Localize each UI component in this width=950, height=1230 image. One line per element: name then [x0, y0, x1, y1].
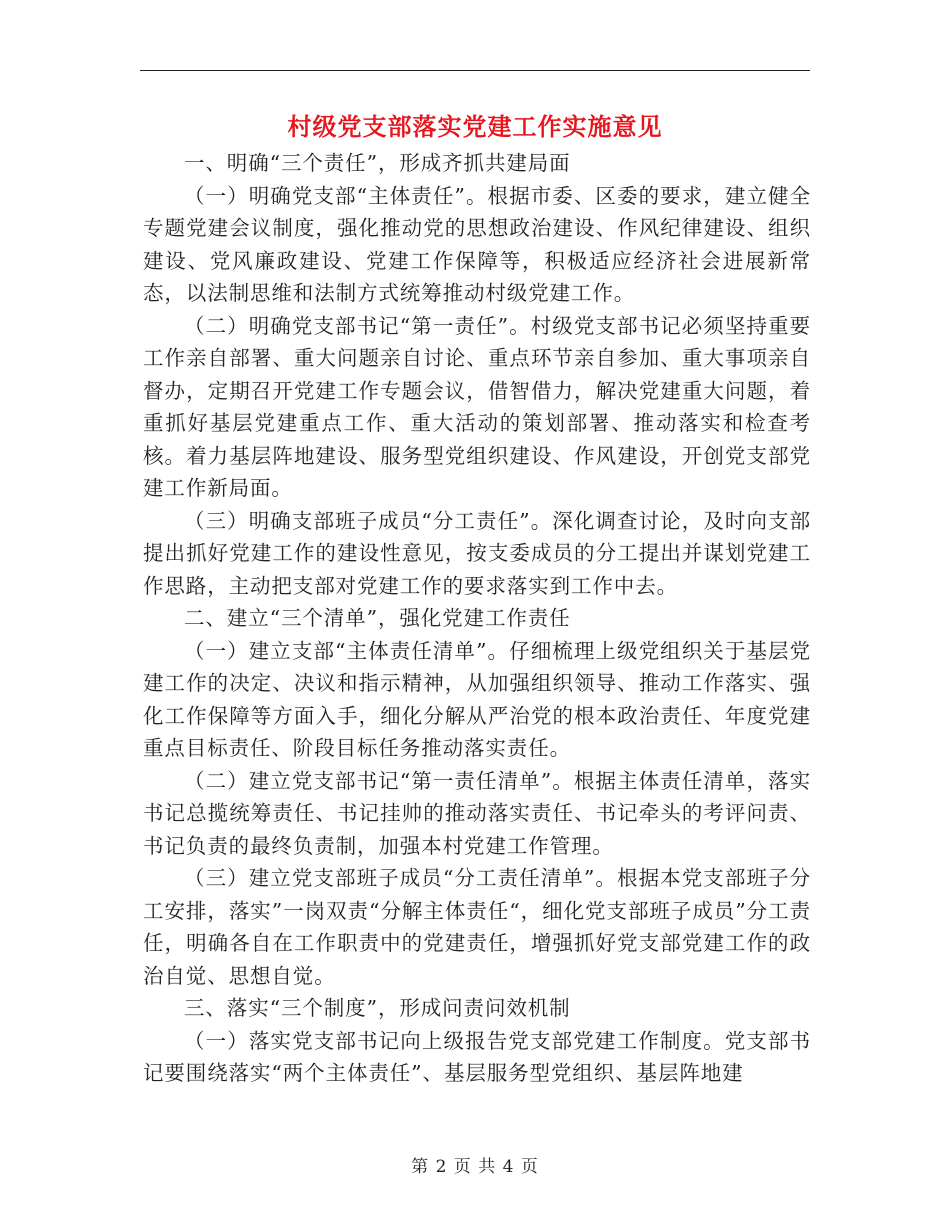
body-paragraph: （一）明确党支部“主体责任”。根据市委、区委的要求，建立健全专题党建会议制度，强化推动党的思想政治建设、作风纪律建设、组织建设、党风廉政建设、党建工作保障等，积极适应经济社会进展新常态，以法制思维和法制方式统筹推动村级党建工作。: [143, 183, 811, 305]
body-paragraph: （一）建立支部“主体责任清单”。仔细梳理上级党组织关于基层党建工作的决定、决议和指示精神，从加强组织领导、推动工作落实、强化工作保障等方面入手，细化分解从严治党的根本政治责任、年度党建重点目标责任、阶段目标任务推动落实责任。: [143, 638, 811, 760]
body-paragraph: （三）建立党支部班子成员“分工责任清单”。根据本党支部班子分工安排，落实”一岗双责“分解主体责任“，细化党支部班子成员”分工责任，明确各自在工作职责中的党建责任，增强抓好党支部党建工作的政治自觉、思想自觉。: [143, 866, 811, 988]
section-heading: 三、落实“三个制度”，形成问责问效机制: [184, 996, 571, 1020]
document-body: [143, 147, 811, 1090]
document-title: 村级党支部落实党建工作实施意见: [287, 112, 663, 141]
body-paragraph: （二）建立党支部书记“第一责任清单”。根据主体责任清单，落实书记总揽统筹责任、书记挂帅的推动落实责任、书记牵头的考评问责、书记负责的最终负责制，加强本村党建工作管理。: [143, 768, 811, 858]
section-heading: 一、明确“三个责任”，形成齐抓共建局面: [184, 151, 571, 175]
body-paragraph: （一）落实党支部书记向上级报告党支部党建工作制度。党支部书记要围绕落实“两个主体责任”、基层服务型党组织、基层阵地建: [143, 1028, 811, 1085]
page-number: 第 2 页 共 4 页: [411, 1157, 539, 1177]
header-rule: [140, 70, 810, 71]
body-paragraph: （三）明确支部班子成员“分工责任”。深化调查讨论，及时向支部提出抓好党建工作的建设性意见，按支委成员的分工提出并谋划党建工作思路，主动把支部对党建工作的要求落实到工作中去。: [143, 508, 811, 598]
body-paragraph: （二）明确党支部书记“第一责任”。村级党支部书记必须坚持重要工作亲自部署、重大问题亲自讨论、重点环节亲自参加、重大事项亲自督办，定期召开党建工作专题会议，借智借力，解决党建重大问题，着重抓好基层党建重点工作、重大活动的策划部署、推动落实和检查考核。着力基层阵地建设、服务型党组织建设、作风建设，开创党支部党建工作新局面。: [143, 313, 811, 500]
section-heading: 二、建立“三个清单”，强化党建工作责任: [184, 606, 571, 630]
